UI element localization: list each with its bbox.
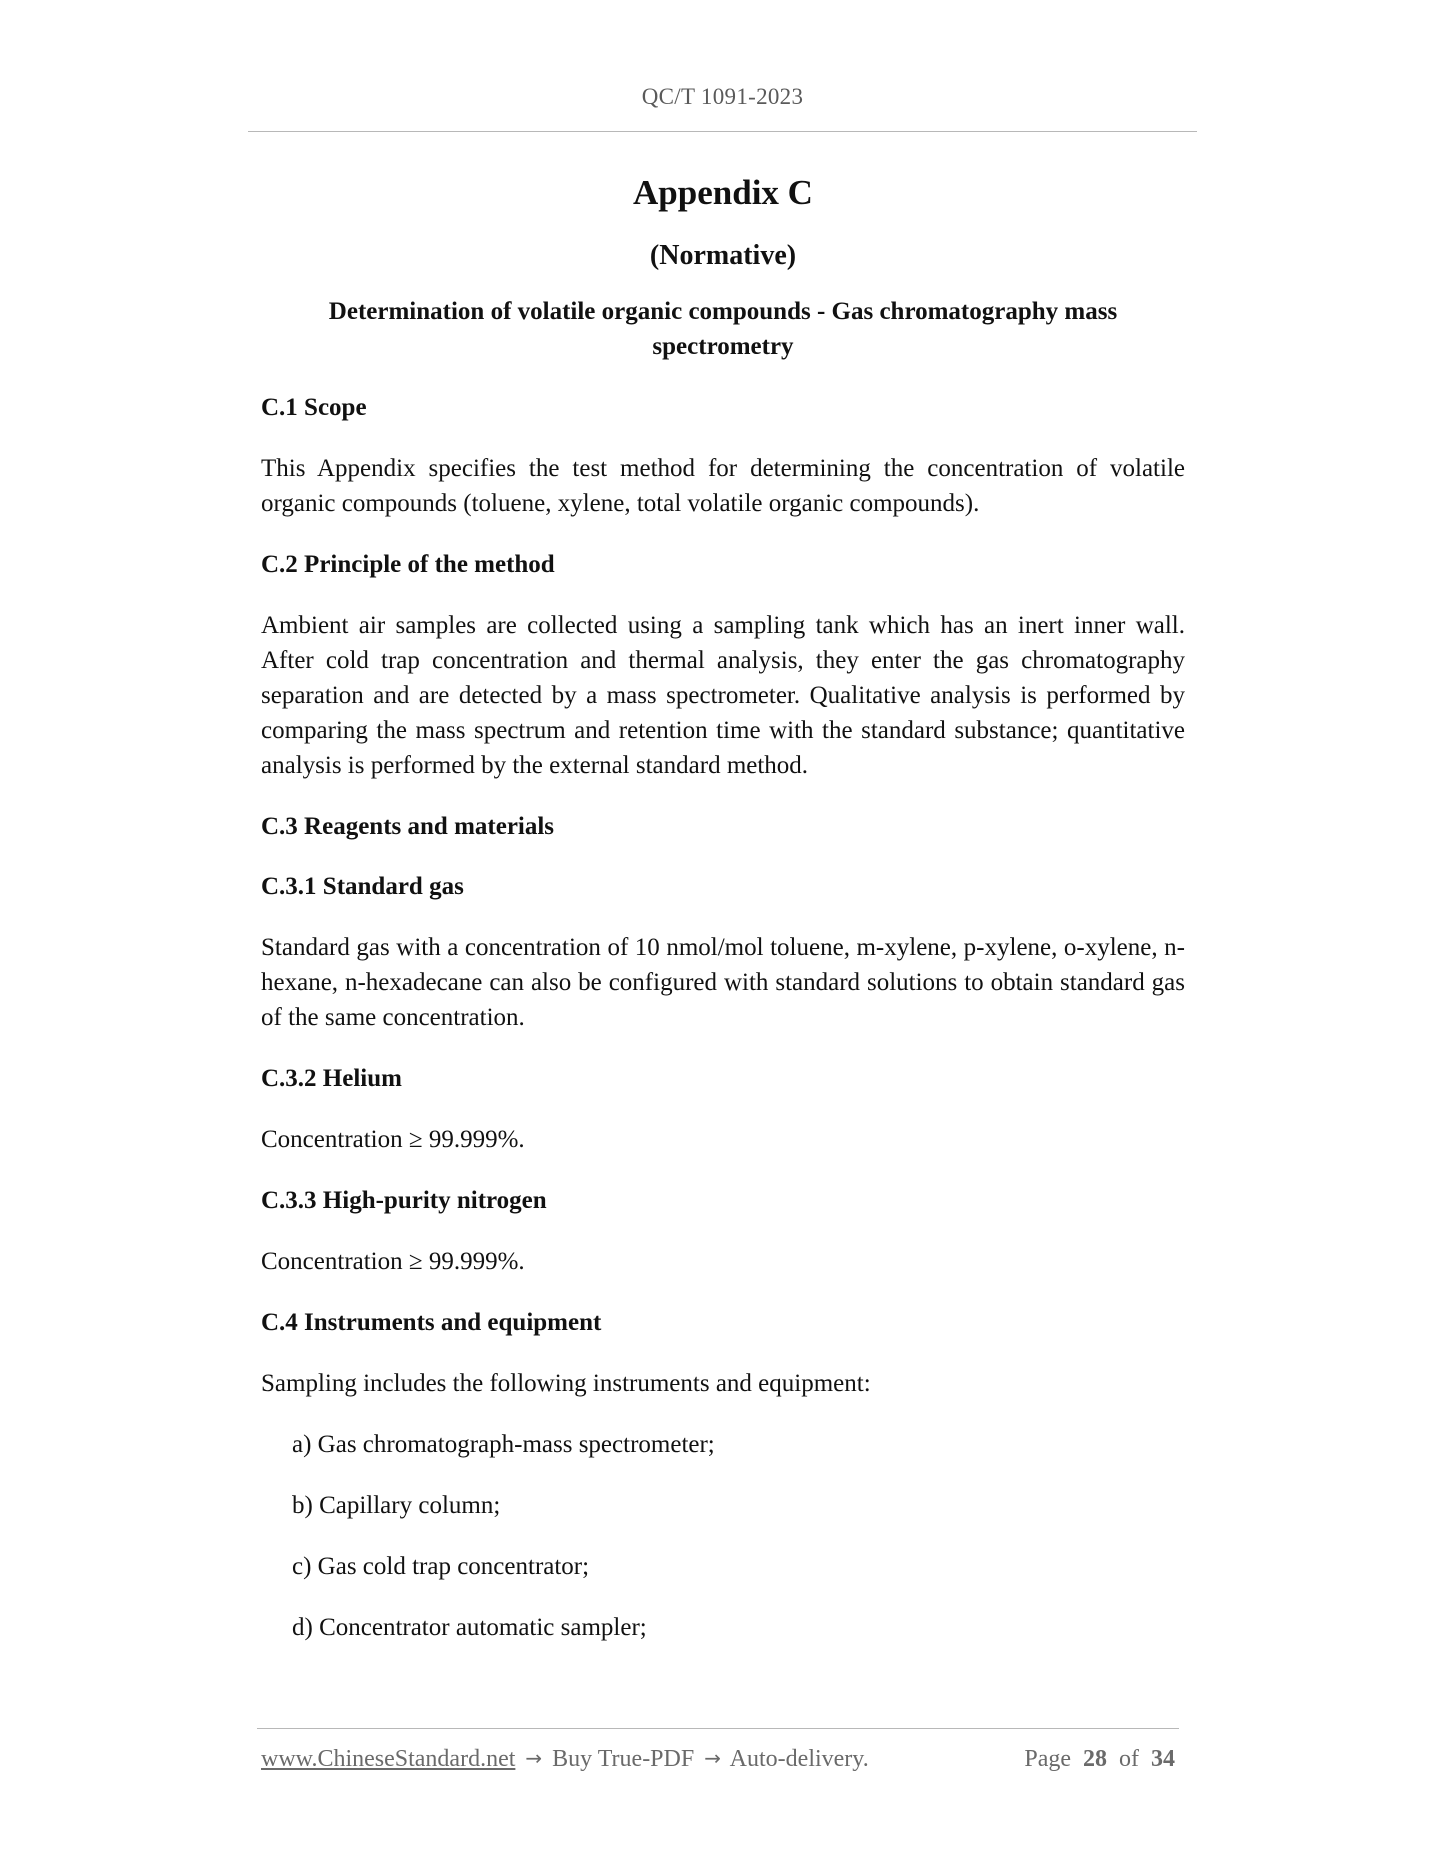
footer-divider [257,1728,1179,1729]
section-heading-c3-3: C.3.3 High-purity nitrogen [261,1187,547,1214]
section-intro-c4: Sampling includes the following instruments and equipment: [261,1370,871,1397]
header-divider [248,131,1197,132]
total-pages: 34 [1151,1746,1175,1772]
document-code-header: QC/T 1091-2023 [641,84,804,109]
buy-pdf-text: Buy True-PDF [552,1746,695,1772]
of-label: of [1119,1746,1139,1772]
section-text-c3-3: Concentration ≥ 99.999%. [261,1248,525,1275]
section-heading-c4: C.4 Instruments and equipment [261,1309,602,1336]
right-arrow-icon: → [704,1746,721,1770]
section-heading-c1: C.1 Scope [261,394,367,421]
list-item: d) Concentrator automatic sampler; [292,1614,647,1641]
page-indicator [1024,1746,1175,1773]
list-item: b) Capillary column; [292,1492,501,1519]
appendix-type: (Normative) [649,240,797,271]
page-content [261,172,1185,1645]
right-arrow-icon: → [525,1746,543,1770]
section-text-c1: This Appendix specifies the test method for determining the concentration of volatile organic compounds (toluene, xylene, total volatile organic compounds). [261,455,1185,517]
appendix-description: Determination of volatile organic compounds - Gas chromatography mass spectrometry [328,298,1118,360]
section-heading-c3: C.3 Reagents and materials [261,813,555,840]
page-label: Page [1024,1746,1071,1772]
website-link[interactable]: www.ChineseStandard.net [261,1746,516,1772]
auto-delivery-text: Auto-delivery. [729,1746,869,1772]
page-footer [261,1746,1181,1780]
section-text-c2: Ambient air samples are collected using a sampling tank which has an inert inner wall. After cold trap concentration and thermal analysis, they enter the gas chromatography separation and are detected by a mass spectrometer. Qualitative analysis is performed by comparing the mass spectrum and retention time with the standard substance; quantitative analysis is performed by the external standard method. [261,612,1185,779]
footer-promo [261,1746,869,1773]
section-heading-c2: C.2 Principle of the method [261,551,555,578]
section-text-c3-1: Standard gas with a concentration of 10 nmol/mol toluene, m-xylene, p-xylene, o-xylene, n-hexane, n-hexadecane can also be configured with standard solutions to obtain standard gas of the same concentration. [261,934,1185,1031]
section-heading-c3-1: C.3.1 Standard gas [261,873,464,900]
section-text-c3-2: Concentration ≥ 99.999%. [261,1126,525,1153]
list-item: c) Gas cold trap concentrator; [292,1553,590,1580]
section-heading-c3-2: C.3.2 Helium [261,1065,402,1092]
list-item: a) Gas chromatograph-mass spectrometer; [292,1431,715,1458]
page-number: 28 [1083,1746,1107,1772]
appendix-title: Appendix C [633,173,813,212]
